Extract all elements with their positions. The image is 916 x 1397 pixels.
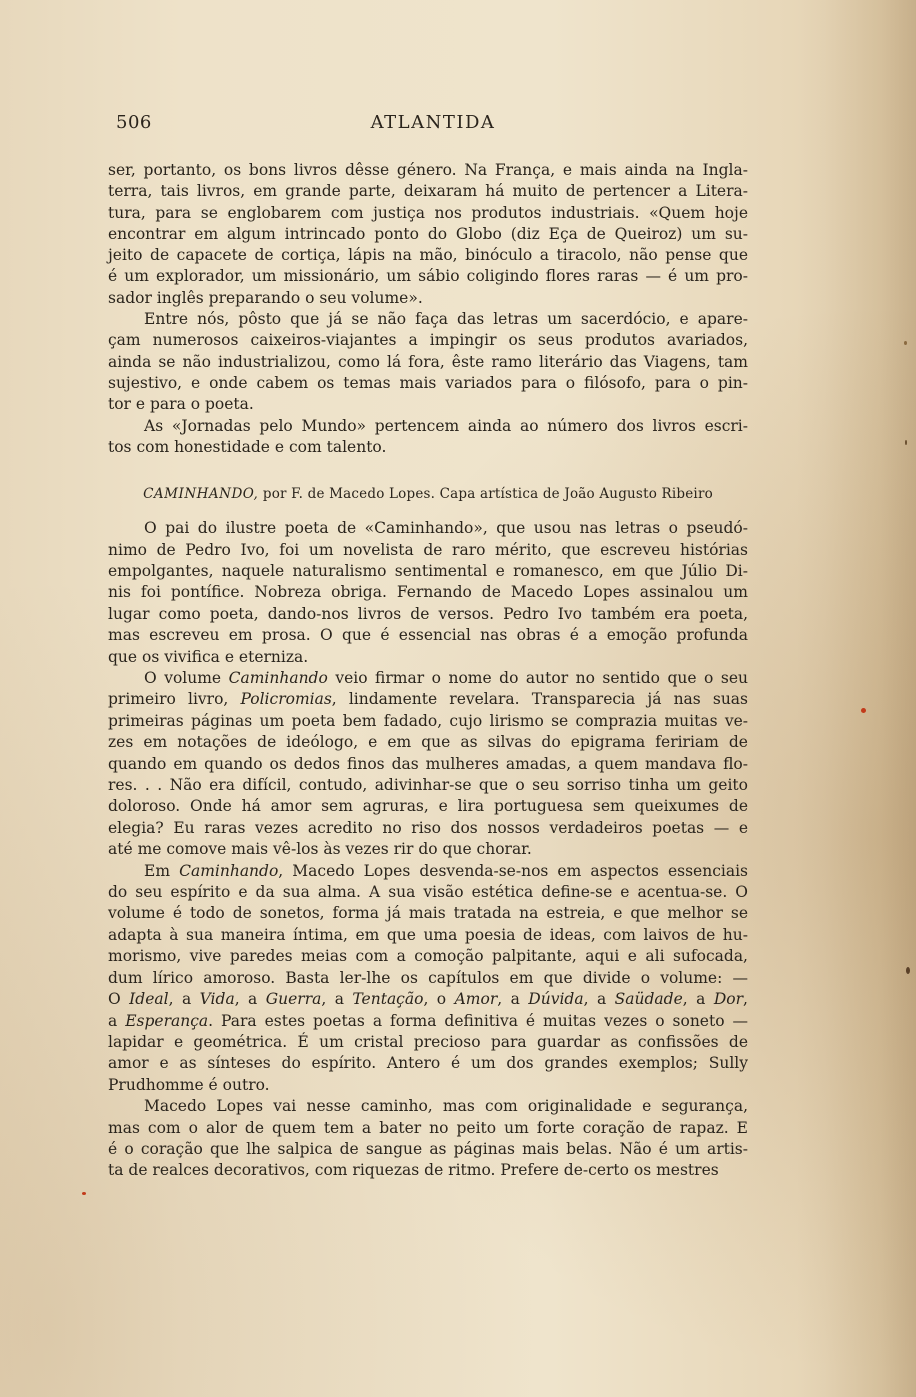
- review-book-title: CAMINHANDO,: [143, 486, 259, 503]
- text-line: ta de realces decorativos, com riquezas de ritmo. Prefere de-certo os mestres: [108, 1161, 719, 1180]
- text-line: tor e para o poeta.: [108, 395, 254, 414]
- page-edge-shadow: [796, 0, 916, 1397]
- text-line: dum lírico amoroso. Basta ler-lhe os capítulos em que divide o volume: —: [108, 968, 748, 987]
- text-line: ainda se não industrializou, como lá fora, êste ramo literário das Viagens, tam: [108, 352, 748, 371]
- continuation-text: [108, 160, 748, 458]
- text-line: çam numerosos caixeiros-viajantes a impingir os seus produtos avariados,: [108, 331, 748, 350]
- paragraph: [108, 309, 748, 415]
- ink-speck: [861, 708, 866, 713]
- paragraph: [108, 416, 748, 459]
- text-line: zes em notações de ideólogo, e em que as silvas do epigrama feririam de: [108, 733, 748, 752]
- text-line: O Ideal, a Vida, a Guerra, a Tentação, o Amor, a Dúvida, a Saüdade, a Dor,: [108, 990, 748, 1009]
- body-text: [108, 160, 748, 1182]
- ink-speck: [82, 1192, 86, 1195]
- text-line: primeiro livro, Policromias, lindamente revelara. Transparecia já nas suas: [108, 690, 749, 709]
- paragraph: [108, 861, 748, 1096]
- text-line: mas escreveu em prosa. O que é essencial nas obras é a emoção profunda: [108, 626, 748, 645]
- text-line: quando em quando os dedos finos das mulheres amadas, a quem mandava flo-: [108, 754, 748, 773]
- text-line: Em Caminhando, Macedo Lopes desvenda-se-nos em aspectos essenciais: [144, 861, 748, 880]
- text-line: O pai do ilustre poeta de «Caminhando», que usou nas letras o pseudó-: [144, 519, 748, 538]
- text-line: doloroso. Onde há amor sem agruras, e lira portuguesa sem queixumes de: [108, 797, 748, 816]
- ink-speck: [904, 341, 907, 345]
- text-line: que os vivifica e eterniza.: [108, 647, 309, 666]
- text-line: res. . . Não era difícil, contudo, adivinhar-se que o seu sorriso tinha um geito: [108, 776, 748, 795]
- paragraph: [108, 518, 748, 668]
- paragraph: [108, 1096, 748, 1182]
- text-line: é um explorador, um missionário, um sábio coligindo flores raras — é um pro-: [108, 267, 748, 286]
- text-line: terra, tais livros, em grande parte, deixaram há muito de pertencer a Litera-: [108, 182, 748, 201]
- ink-speck: [906, 967, 910, 974]
- text-line: lapidar e geométrica. É um cristal precioso para guardar as confissões de: [108, 1032, 748, 1051]
- text-line: volume é todo de sonetos, forma já mais tratada na estreia, e que melhor se: [108, 904, 748, 923]
- text-line: elegia? Eu raras vezes acredito no riso dos nossos verdadeiros poetas — e: [108, 818, 748, 837]
- text-line: Prudhomme é outro.: [108, 1075, 270, 1094]
- paragraph: [108, 160, 748, 309]
- text-line: primeiras páginas um poeta bem fadado, cujo lirismo se comprazia muitas ve-: [108, 711, 748, 730]
- page-number: 506: [116, 112, 152, 133]
- text-line: morismo, vive paredes meias com a comoção palpitante, aqui e ali sufocada,: [108, 947, 748, 966]
- text-line: Entre nós, pôsto que já se não faça das letras um sacerdócio, e apare-: [144, 310, 748, 329]
- text-line: tos com honestidade e com talento.: [108, 437, 387, 456]
- text-line: a Esperança. Para estes poetas a forma definitiva é muitas vezes o soneto —: [108, 1011, 749, 1030]
- review-heading-details: por F. de Macedo Lopes. Capa artística de João Augusto Ribeiro: [258, 486, 713, 503]
- text-line: As «Jornadas pelo Mundo» pertencem ainda ao número dos livros escri-: [144, 416, 748, 435]
- page-header: [116, 112, 750, 136]
- text-line: nimo de Pedro Ivo, foi um novelista de raro mérito, que escreveu histórias: [108, 540, 748, 559]
- review-text: [108, 518, 748, 1182]
- text-line: nis foi pontífice. Nobreza obriga. Fernando de Macedo Lopes assinalou um: [108, 583, 748, 602]
- text-line: mas com o alor de quem tem a bater no peito um forte coração de rapaz. E: [108, 1118, 748, 1137]
- text-line: empolgantes, naquele naturalismo sentimental e romanesco, em que Júlio Di-: [108, 561, 748, 580]
- text-line: lugar como poeta, dando-nos livros de versos. Pedro Ivo também era poeta,: [108, 604, 748, 623]
- text-line: tura, para se englobarem com justiça nos produtos industriais. «Quem hoje: [108, 203, 748, 222]
- text-line: jeito de capacete de cortiça, lápis na mão, binóculo a tiracolo, não pense que: [108, 246, 748, 265]
- text-line: adapta à sua maneira íntima, em que uma poesia de ideas, com laivos de hu-: [108, 925, 748, 944]
- review-heading: [108, 486, 748, 502]
- running-title: ATLANTIDA: [370, 112, 496, 133]
- text-line: sujestivo, e onde cabem os temas mais variados para o filósofo, para o pin-: [108, 373, 748, 392]
- text-line: sador inglês preparando o seu volume».: [108, 288, 423, 307]
- text-line: O volume Caminhando veio firmar o nome do autor no sentido que o seu: [144, 669, 748, 687]
- text-line: é o coração que lhe salpica de sangue as páginas mais belas. Não é um artis-: [108, 1139, 748, 1158]
- text-line: até me comove mais vê-los às vezes rir do que chorar.: [108, 840, 532, 859]
- paragraph: [108, 668, 748, 861]
- text-line: do seu espírito e da sua alma. A sua visão estética define-se e acentua-se. O: [108, 883, 748, 902]
- text-line: encontrar em algum intrincado ponto do Globo (diz Eça de Queiroz) um su-: [108, 224, 748, 243]
- text-line: ser, portanto, os bons livros dêsse género. Na França, e mais ainda na Ingla-: [108, 161, 748, 179]
- text-line: Macedo Lopes vai nesse caminho, mas com originalidade e segurança,: [144, 1097, 748, 1116]
- text-line: amor e as sínteses do espírito. Antero é um dos grandes exemplos; Sully: [108, 1054, 748, 1073]
- ink-speck: [905, 440, 907, 445]
